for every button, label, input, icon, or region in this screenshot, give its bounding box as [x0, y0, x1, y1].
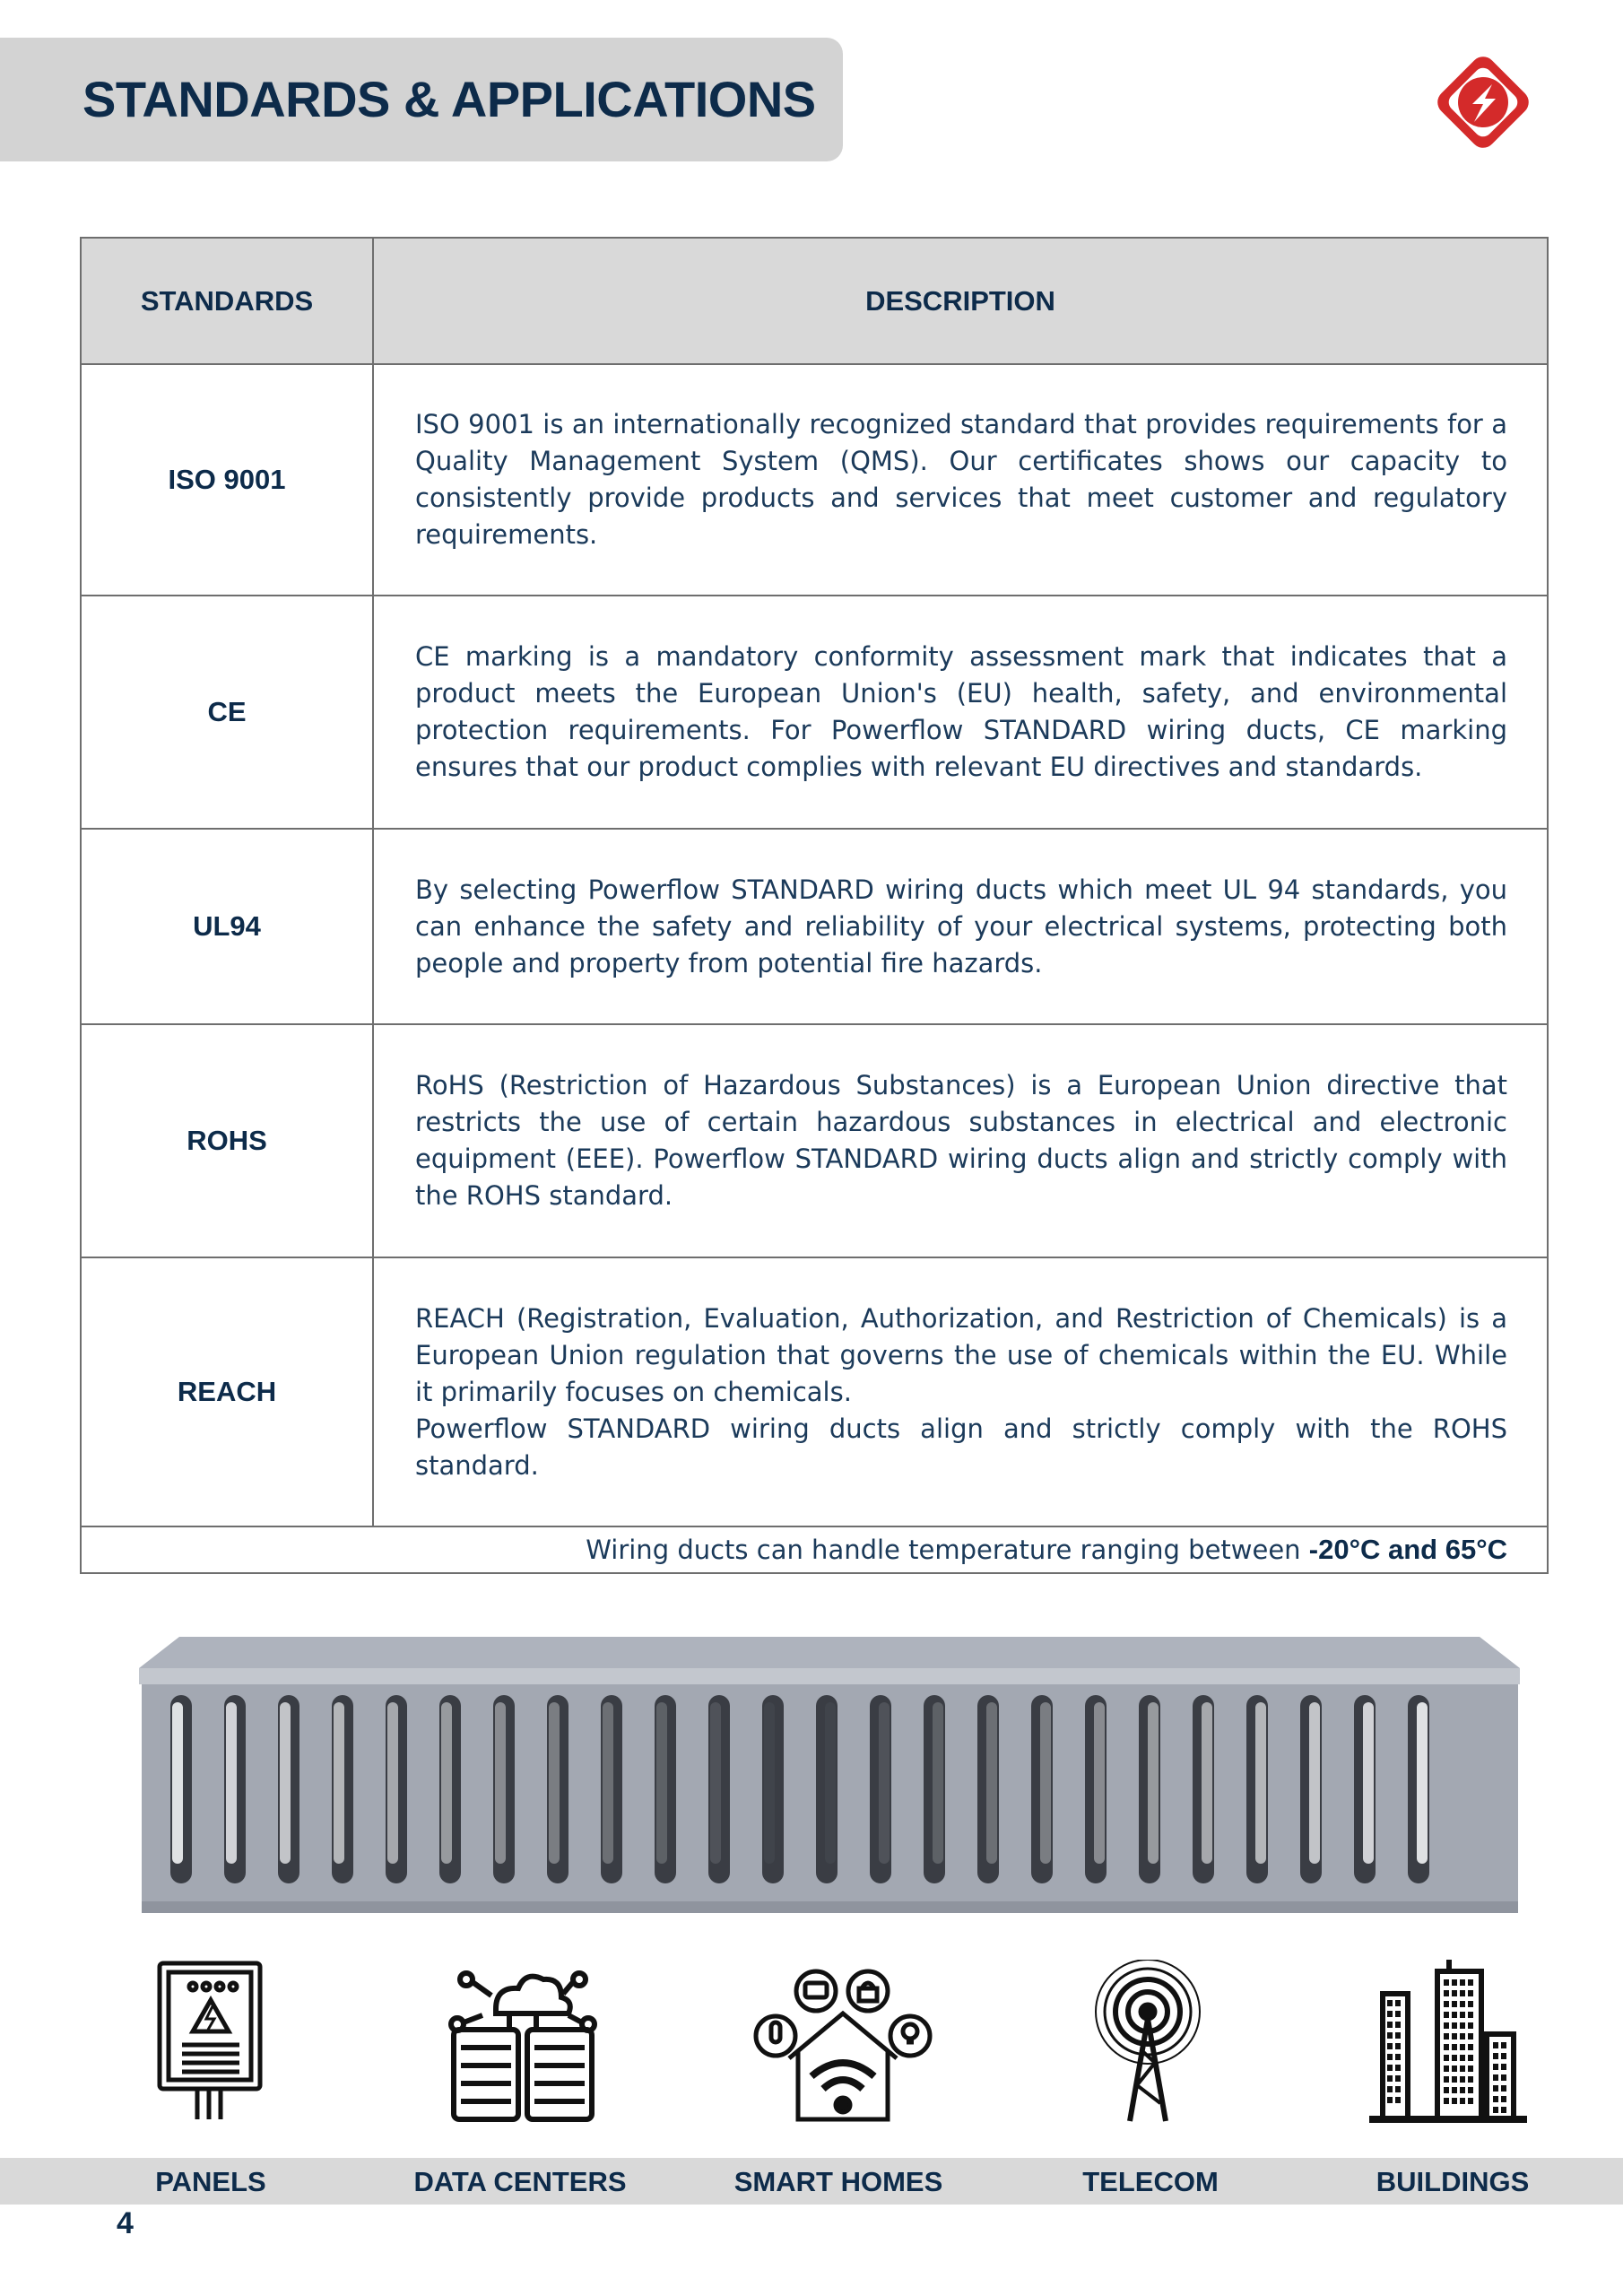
duct-slot-highlight — [603, 1702, 613, 1864]
temperature-range: -20°C and 65°C — [1308, 1534, 1507, 1565]
building-window — [1444, 2044, 1449, 2050]
building-window — [1452, 1979, 1457, 1986]
building-window — [1387, 2075, 1393, 2082]
duct-slot-highlight — [1202, 1702, 1212, 1864]
building-window — [1395, 2000, 1401, 2006]
building-window — [1460, 2066, 1465, 2072]
application-label-panels: PANELS — [155, 2166, 266, 2197]
building-window — [1468, 2087, 1473, 2093]
standard-description-part: Powerflow STANDARD wiring ducts align and strictly comply with the ROHS standard. — [415, 1413, 1507, 1481]
building-window — [1444, 1990, 1449, 1996]
building-window — [1501, 2042, 1506, 2048]
building-window — [1468, 2012, 1473, 2018]
title-band — [0, 38, 843, 161]
page-title: STANDARDS & APPLICATIONS — [82, 71, 816, 127]
building-window — [1460, 2044, 1465, 2050]
building-window — [1387, 2086, 1393, 2092]
duct-slot-highlight — [656, 1702, 667, 1864]
building-window — [1395, 2065, 1401, 2071]
building-window — [1452, 2055, 1457, 2061]
standards-table — [80, 237, 1549, 1574]
building-window — [1395, 2043, 1401, 2049]
building-window — [1460, 2087, 1465, 2093]
page-number: 4 — [117, 2206, 134, 2240]
standard-name: ISO 9001 — [81, 364, 373, 596]
building-window — [1468, 1990, 1473, 1996]
building-window — [1452, 1990, 1457, 1996]
building-window — [1460, 2033, 1465, 2039]
application-label-telecom: TELECOM — [1082, 2166, 1219, 2197]
building-window — [1460, 2012, 1465, 2018]
building-window — [1468, 2076, 1473, 2083]
building-window — [1444, 2022, 1449, 2029]
applications-band — [0, 2158, 1623, 2205]
building-window — [1387, 2097, 1393, 2103]
building-window — [1460, 2022, 1465, 2029]
building-window — [1387, 2065, 1393, 2071]
table-row — [81, 364, 1548, 596]
building-window — [1501, 2107, 1506, 2113]
duct-slot-highlight — [441, 1702, 452, 1864]
duct-slot-highlight — [172, 1702, 183, 1864]
building-window — [1452, 2001, 1457, 2007]
building-window — [1444, 1979, 1449, 1986]
duct-slot-highlight — [1309, 1702, 1320, 1864]
temperature-note-text: Wiring ducts can handle temperature ranging between — [586, 1535, 1309, 1565]
building-window — [1460, 2076, 1465, 2083]
building-window — [1468, 2098, 1473, 2104]
duct-slot-highlight — [710, 1702, 721, 1864]
wiring-duct-image — [135, 1632, 1524, 1919]
duct-slot-highlight — [334, 1702, 344, 1864]
building-window — [1387, 2043, 1393, 2049]
duct-slot-highlight — [1040, 1702, 1051, 1864]
building-window — [1501, 2074, 1506, 2081]
building-window — [1468, 1979, 1473, 1986]
building-window — [1493, 2085, 1498, 2092]
column-header-standards: STANDARDS — [81, 238, 373, 364]
building-window — [1444, 2012, 1449, 2018]
building-window — [1395, 2022, 1401, 2028]
building-window — [1444, 2098, 1449, 2104]
building-window — [1395, 2075, 1401, 2082]
building-window — [1444, 2076, 1449, 2083]
application-label-data-centers: DATA CENTERS — [413, 2166, 627, 2197]
smart-home-icon — [753, 1960, 933, 2130]
standard-description: By selecting Powerflow STANDARD wiring ducts which meet UL 94 standards, you can enhance the safety and reliability of your electrical systems, protecting both people and property from potential fire hazards. — [373, 829, 1548, 1024]
building-window — [1387, 2000, 1393, 2006]
table-row — [81, 596, 1548, 829]
table-row — [81, 1257, 1548, 1526]
data-center-cloud-icon — [447, 1960, 599, 2130]
duct-slot-highlight — [387, 1702, 398, 1864]
duct-slot-highlight — [1363, 1702, 1374, 1864]
building-window — [1493, 2074, 1498, 2081]
building-window — [1395, 2011, 1401, 2017]
building-window — [1493, 2064, 1498, 2070]
standard-name: ROHS — [81, 1024, 373, 1257]
application-label-buildings: BUILDINGS — [1376, 2166, 1530, 2197]
building-window — [1444, 2087, 1449, 2093]
standard-name: CE — [81, 596, 373, 829]
company-logo-icon — [1420, 39, 1546, 165]
building-window — [1452, 2033, 1457, 2039]
standard-description — [373, 1257, 1548, 1526]
building-window — [1452, 2076, 1457, 2083]
building-window — [1468, 2033, 1473, 2039]
standard-description: ISO 9001 is an internationally recognized standard that provides requirements for a Quality Management System (QMS). Our certificates shows our capacity to consistently provide products and services that meet customer and regulatory requirements. — [373, 364, 1548, 596]
building-window — [1395, 2097, 1401, 2103]
building-window — [1452, 2087, 1457, 2093]
building-window — [1460, 2098, 1465, 2104]
building-window — [1395, 2086, 1401, 2092]
building-window — [1468, 2066, 1473, 2072]
building-window — [1395, 2032, 1401, 2039]
duct-slot-highlight — [1255, 1702, 1266, 1864]
applications-icons — [0, 1960, 1623, 2166]
duct-slot-highlight — [226, 1702, 237, 1864]
duct-slot-highlight — [986, 1702, 997, 1864]
standard-description: CE marking is a mandatory conformity assessment mark that indicates that a product meets the European Union's (EU) health, safety, and environmental protection requirements. For Powerflow STANDARD wiring ducts, CE marking ensures that our product complies with relevant EU directives and standards. — [373, 596, 1548, 829]
building-window — [1501, 2085, 1506, 2092]
building-window — [1460, 2055, 1465, 2061]
building-window — [1460, 1979, 1465, 1986]
building-window — [1452, 2098, 1457, 2104]
building-window — [1501, 2064, 1506, 2070]
building-window — [1452, 2066, 1457, 2072]
building-window — [1387, 2022, 1393, 2028]
building-window — [1493, 2053, 1498, 2059]
table-row — [81, 1024, 1548, 1257]
building-window — [1444, 2066, 1449, 2072]
building-window — [1452, 2044, 1457, 2050]
standard-description-part: REACH (Registration, Evaluation, Authorization, and Restriction of Chemicals) is a European Union regulation that governs the use of chemicals within the EU. While it primarily focuses on chemicals. — [415, 1302, 1507, 1407]
building-window — [1387, 2011, 1393, 2017]
building-window — [1444, 2055, 1449, 2061]
standard-name: REACH — [81, 1257, 373, 1526]
duct-slot-highlight — [495, 1702, 506, 1864]
building-window — [1468, 2044, 1473, 2050]
duct-slot-highlight — [879, 1702, 890, 1864]
building-window — [1452, 2022, 1457, 2029]
building-window — [1460, 1990, 1465, 1996]
duct-slot-highlight — [933, 1702, 943, 1864]
building-window — [1493, 2107, 1498, 2113]
telecom-tower-icon — [1085, 1960, 1211, 2130]
duct-slot-highlight — [1417, 1702, 1428, 1864]
building-window — [1452, 2012, 1457, 2018]
table-row — [81, 829, 1548, 1024]
building-window — [1468, 2022, 1473, 2029]
building-window — [1444, 2001, 1449, 2007]
building-window — [1387, 2054, 1393, 2060]
duct-slot-highlight — [1094, 1702, 1105, 1864]
building-window — [1387, 2032, 1393, 2039]
building-window — [1460, 2001, 1465, 2007]
column-header-description: DESCRIPTION — [373, 238, 1548, 364]
building-window — [1501, 2096, 1506, 2102]
building-window — [1493, 2096, 1498, 2102]
temperature-row — [81, 1526, 1548, 1573]
duct-slot-highlight — [764, 1702, 775, 1864]
duct-slot-highlight — [825, 1702, 836, 1864]
standard-description: RoHS (Restriction of Hazardous Substances) is a European Union directive that restricts the use of certain hazardous substances in electrical and electronic equipment (EEE). Powerflow STANDARD wiring ducts align and strictly comply with the ROHS standard. — [373, 1024, 1548, 1257]
building-window — [1468, 2001, 1473, 2007]
standard-name: UL94 — [81, 829, 373, 1024]
building-window — [1395, 2054, 1401, 2060]
building-window — [1444, 2033, 1449, 2039]
duct-slot-highlight — [1148, 1702, 1159, 1864]
building-window — [1493, 2042, 1498, 2048]
building-window — [1468, 2055, 1473, 2061]
application-label-smart-homes: SMART HOMES — [733, 2166, 943, 2197]
buildings-icon — [1367, 1960, 1529, 2130]
electrical-panel-icon — [157, 1960, 265, 2130]
duct-slot-highlight — [280, 1702, 291, 1864]
duct-slot-highlight — [549, 1702, 560, 1864]
table-header-row — [81, 238, 1548, 364]
building-window — [1501, 2053, 1506, 2059]
temperature-note — [81, 1526, 1548, 1573]
